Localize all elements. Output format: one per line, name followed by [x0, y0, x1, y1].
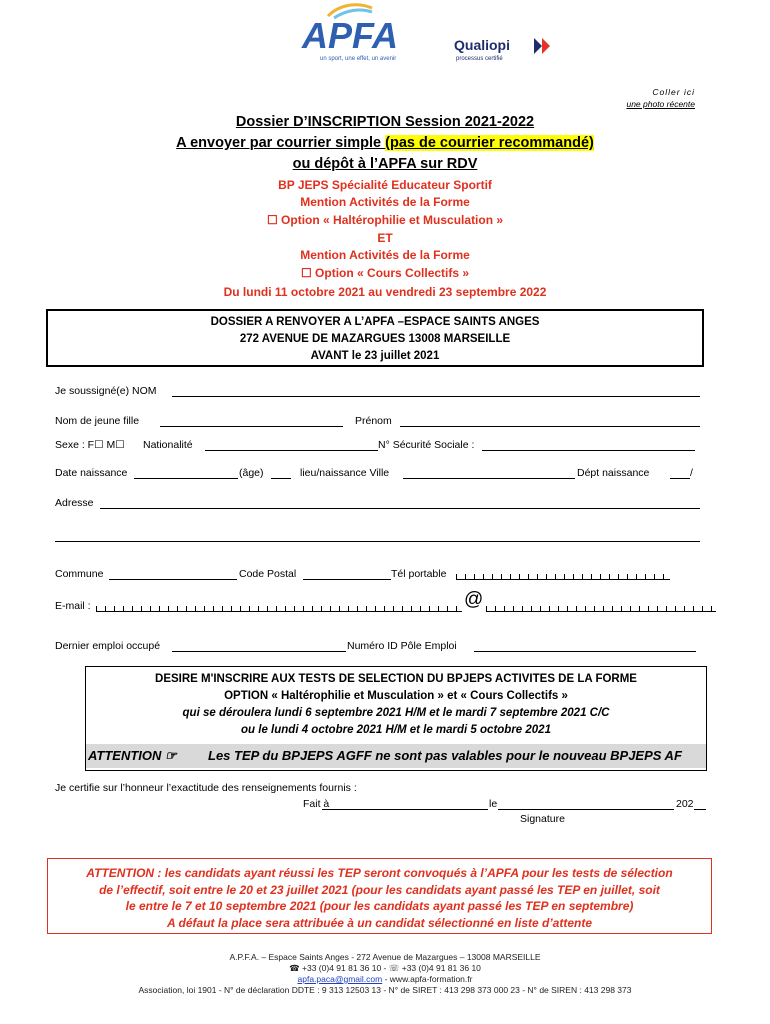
send-instructions: [0, 134, 770, 153]
qualiopi-logo-sub: processus certifié: [456, 56, 503, 62]
adresse-field[interactable]: [100, 508, 700, 509]
commune-field[interactable]: [109, 579, 237, 580]
date-field[interactable]: [498, 809, 674, 810]
title-part-b: Session 2021-2022: [401, 114, 535, 130]
secu-field[interactable]: [482, 450, 695, 451]
apfa-logo-tagline: un sport, une effet, un avenir: [320, 56, 397, 62]
document-title: [0, 113, 770, 132]
nom-field[interactable]: [172, 396, 700, 397]
year-field[interactable]: [694, 809, 706, 810]
sexe-f-label: Sexe : F: [55, 439, 95, 451]
photo-note-line2: une photo récente: [626, 99, 695, 109]
warning-line3: le entre le 7 et 10 septembre 2021 (pour les candidats ayant passé les TEP en septembre): [125, 899, 634, 913]
photo-placeholder-note: [626, 86, 695, 110]
photo-note-line1: Coller ici: [652, 87, 695, 97]
dept-label: Dépt naissance: [577, 467, 650, 479]
adresse-field-2[interactable]: [55, 541, 700, 542]
jeune-fille-field[interactable]: [160, 426, 343, 427]
email-user-field[interactable]: [96, 606, 462, 612]
sexe-m-checkbox[interactable]: ☐: [115, 439, 125, 451]
program-option-1-label: Option « Haltérophilie et Musculation »: [277, 213, 504, 227]
year-label: 202: [676, 798, 694, 810]
cp-label: Code Postal: [239, 568, 297, 580]
footer-legal: Association, loi 1901 - N° de déclaration DDTE : 9 313 12503 13 - N° de SIRET : 413 298 373 000 23 - N° de SIREN : 413 298 373: [138, 985, 632, 995]
apfa-logo: [280, 2, 420, 64]
signature-label: Signature: [520, 813, 565, 825]
age-field[interactable]: [271, 478, 291, 479]
commune-label: Commune: [55, 568, 104, 580]
attention-bar: [86, 744, 706, 768]
at-symbol: @: [464, 589, 484, 610]
tests-line4: ou le lundi 4 octobre 2021 H/M et le mardi 5 octobre 2021: [241, 724, 551, 736]
sexe-label: [55, 439, 125, 451]
send-box-line3: AVANT le 23 juillet 2021: [310, 350, 440, 362]
sexe-m-label: M: [106, 439, 116, 451]
dept-separator: /: [690, 467, 693, 479]
program-title: BP JEPS Spécialité Educateur Sportif: [278, 178, 492, 192]
cp-field[interactable]: [303, 579, 391, 580]
attention-label: ATTENTION ☞: [88, 748, 177, 763]
certify-text: Je certifie sur l’honneur l’exactitude des renseignements fournis :: [55, 782, 357, 794]
tel-label: Tél portable: [391, 568, 447, 580]
tests-line3: qui se déroulera lundi 6 septembre 2021 H/M et le mardi 7 septembre 2021 C/C: [182, 707, 610, 719]
no-registered-mail: (pas de courrier recommandé): [385, 135, 594, 151]
naissance-field[interactable]: [134, 478, 238, 479]
dept-field[interactable]: [670, 478, 690, 479]
footer-address: A.P.F.A. – Espace Saints Anges - 272 Avenue de Mazargues – 13008 MARSEILLE: [229, 952, 541, 962]
lieu-label: lieu/naissance Ville: [300, 467, 390, 479]
program-option-2-label: Option « Cours Collectifs »: [311, 266, 470, 280]
footer-email-link[interactable]: apfa.paca@gmail.com: [297, 974, 383, 984]
program-mention-2: Mention Activités de la Forme: [300, 248, 470, 262]
sexe-f-checkbox[interactable]: ☐: [94, 439, 104, 451]
tests-line1: DESIRE M'INSCRIRE AUX TESTS DE SELECTION DU BPJEPS ACTIVITES DE LA FORME: [155, 673, 637, 685]
secu-label: N° Sécurité Sociale :: [378, 439, 475, 451]
attention-warning-box: [47, 858, 712, 934]
apfa-logo-text: APFA: [301, 15, 399, 56]
checkbox-icon: ☐: [300, 266, 312, 280]
pole-label: Numéro ID Pôle Emploi: [347, 640, 457, 652]
email-label: E-mail :: [55, 600, 91, 612]
send-by-mail: A envoyer par courrier simple: [176, 135, 386, 151]
footer-phone: ☎ +33 (0)4 91 81 36 10 - ☏ +33 (0)4 91 81 36 10: [289, 963, 481, 973]
warning-line2: de l’effectif, soit entre le 20 et 23 juillet 2021 (pour les candidats ayant passé les TEP en juillet, soit: [99, 882, 660, 897]
pole-field[interactable]: [474, 651, 696, 652]
program-option-1: [0, 211, 770, 229]
footer-contact: [0, 974, 770, 985]
prenom-field[interactable]: [400, 426, 700, 427]
program-option-2: [0, 264, 770, 282]
qualiopi-logo: [452, 36, 562, 64]
fait-label: Fait à: [303, 798, 330, 810]
tests-line2: OPTION « Haltérophilie et Musculation » et « Cours Collectifs »: [224, 690, 568, 702]
footer-website: - www.apfa-formation.fr: [382, 974, 473, 984]
jeune-fille-label: Nom de jeune fille: [55, 415, 140, 427]
nationalite-field[interactable]: [205, 450, 378, 451]
tel-field[interactable]: [456, 574, 670, 580]
send-address-box: [46, 309, 704, 367]
age-label: (âge): [239, 467, 264, 479]
nationalite-label: Nationalité: [143, 439, 193, 451]
fait-field[interactable]: [322, 809, 488, 810]
title-part-a: Dossier D’INSCRIPTION: [235, 114, 402, 130]
deposit-instructions: ou dépôt à l’APFA sur RDV: [292, 156, 478, 172]
warning-line4: A défaut la place sera attribuée à un candidat sélectionné en liste d’attente: [166, 915, 592, 930]
emploi-field[interactable]: [172, 651, 346, 652]
naissance-label: Date naissance: [55, 467, 128, 479]
attention-message: Les TEP du BPJEPS AGFF ne sont pas valables pour le nouveau BPJEPS AF: [208, 748, 682, 763]
warning-line1: ATTENTION : les candidats ayant réussi les TEP seront convoqués à l’APFA pour les tests de sélection: [86, 866, 673, 880]
le-label: le: [489, 798, 498, 810]
emploi-label: Dernier emploi occupé: [55, 640, 161, 652]
program-and: ET: [377, 231, 393, 245]
email-domain-field[interactable]: [486, 606, 716, 612]
prenom-label: Prénom: [355, 415, 392, 427]
checkbox-icon: ☐: [266, 213, 278, 227]
qualiopi-logo-text: Qualiopi: [454, 37, 510, 53]
nom-label: Je soussigné(e) NOM: [55, 385, 157, 397]
send-box-line1: DOSSIER A RENVOYER A L’APFA –ESPACE SAINTS ANGES: [210, 316, 540, 328]
program-dates: Du lundi 11 octobre 2021 au vendredi 23 septembre 2022: [223, 285, 547, 299]
adresse-label: Adresse: [55, 497, 94, 509]
send-box-line2: 272 AVENUE DE MAZARGUES 13008 MARSEILLE: [239, 333, 511, 345]
lieu-field[interactable]: [403, 478, 575, 479]
program-mention-1: Mention Activités de la Forme: [300, 195, 470, 209]
